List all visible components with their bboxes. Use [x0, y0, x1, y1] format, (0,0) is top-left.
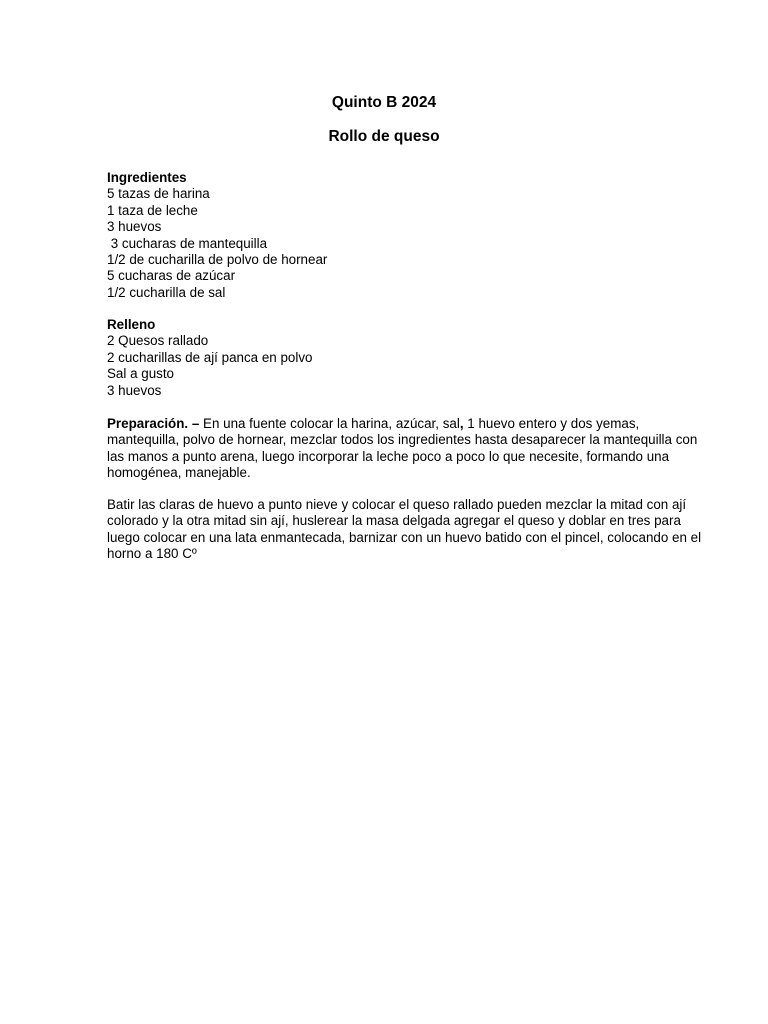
ingredient-item: 1/2 cucharilla de sal [107, 284, 226, 300]
preparation-text-part1: En una fuente colocar la harina, azúcar, sal [199, 416, 460, 431]
document-title: Quinto B 2024 [331, 94, 437, 111]
filling-item: 3 huevos [107, 382, 162, 398]
ingredient-item: 5 cucharas de azúcar [107, 268, 236, 284]
filling-item: Sal a gusto [107, 366, 174, 382]
ingredients-heading: Ingredientes [107, 170, 187, 185]
preparation-label: Preparación. – [107, 416, 200, 431]
ingredient-item: 3 huevos [107, 219, 162, 235]
preparation-bold-comma: , [459, 416, 464, 431]
ingredient-item: 1 taza de leche [107, 202, 198, 218]
ingredient-item: 3 cucharas de mantequilla [107, 235, 268, 251]
preparation-paragraph-2 [107, 497, 707, 563]
filling-heading: Relleno [107, 317, 156, 332]
ingredient-item: 1/2 de cucharilla de polvo de hornear [107, 252, 328, 268]
preparation-paragraph [107, 416, 707, 482]
document-subtitle: Rollo de queso [328, 128, 440, 145]
ingredients-section [107, 170, 707, 301]
ingredient-item: 5 tazas de harina [107, 186, 210, 202]
filling-item: 2 cucharillas de ají panca en polvo [107, 349, 313, 365]
preparation-text-2: Batir las claras de huevo a punto nieve y colocar el queso rallado pueden mezclar la mitad con ají colorado y la otra mitad sin ají, huslerear la masa delgada agregar el queso y doblar en tres para luego colocar en una lata enmantecada, barnizar con un huevo batido con el pincel, colocando en el horno a 180 Cº [107, 497, 702, 562]
preparation-text-part2: 1 huevo entero y dos yemas, mantequilla, polvo de hornear, mezclar todos los ingredientes hasta desaparecer la mantequilla con las manos a punto arena, luego incorporar la leche poco a poco lo que necesite, formando una homogénea, manejable. [107, 416, 698, 481]
filling-section [107, 317, 707, 399]
filling-item: 2 Quesos rallado [107, 333, 209, 349]
